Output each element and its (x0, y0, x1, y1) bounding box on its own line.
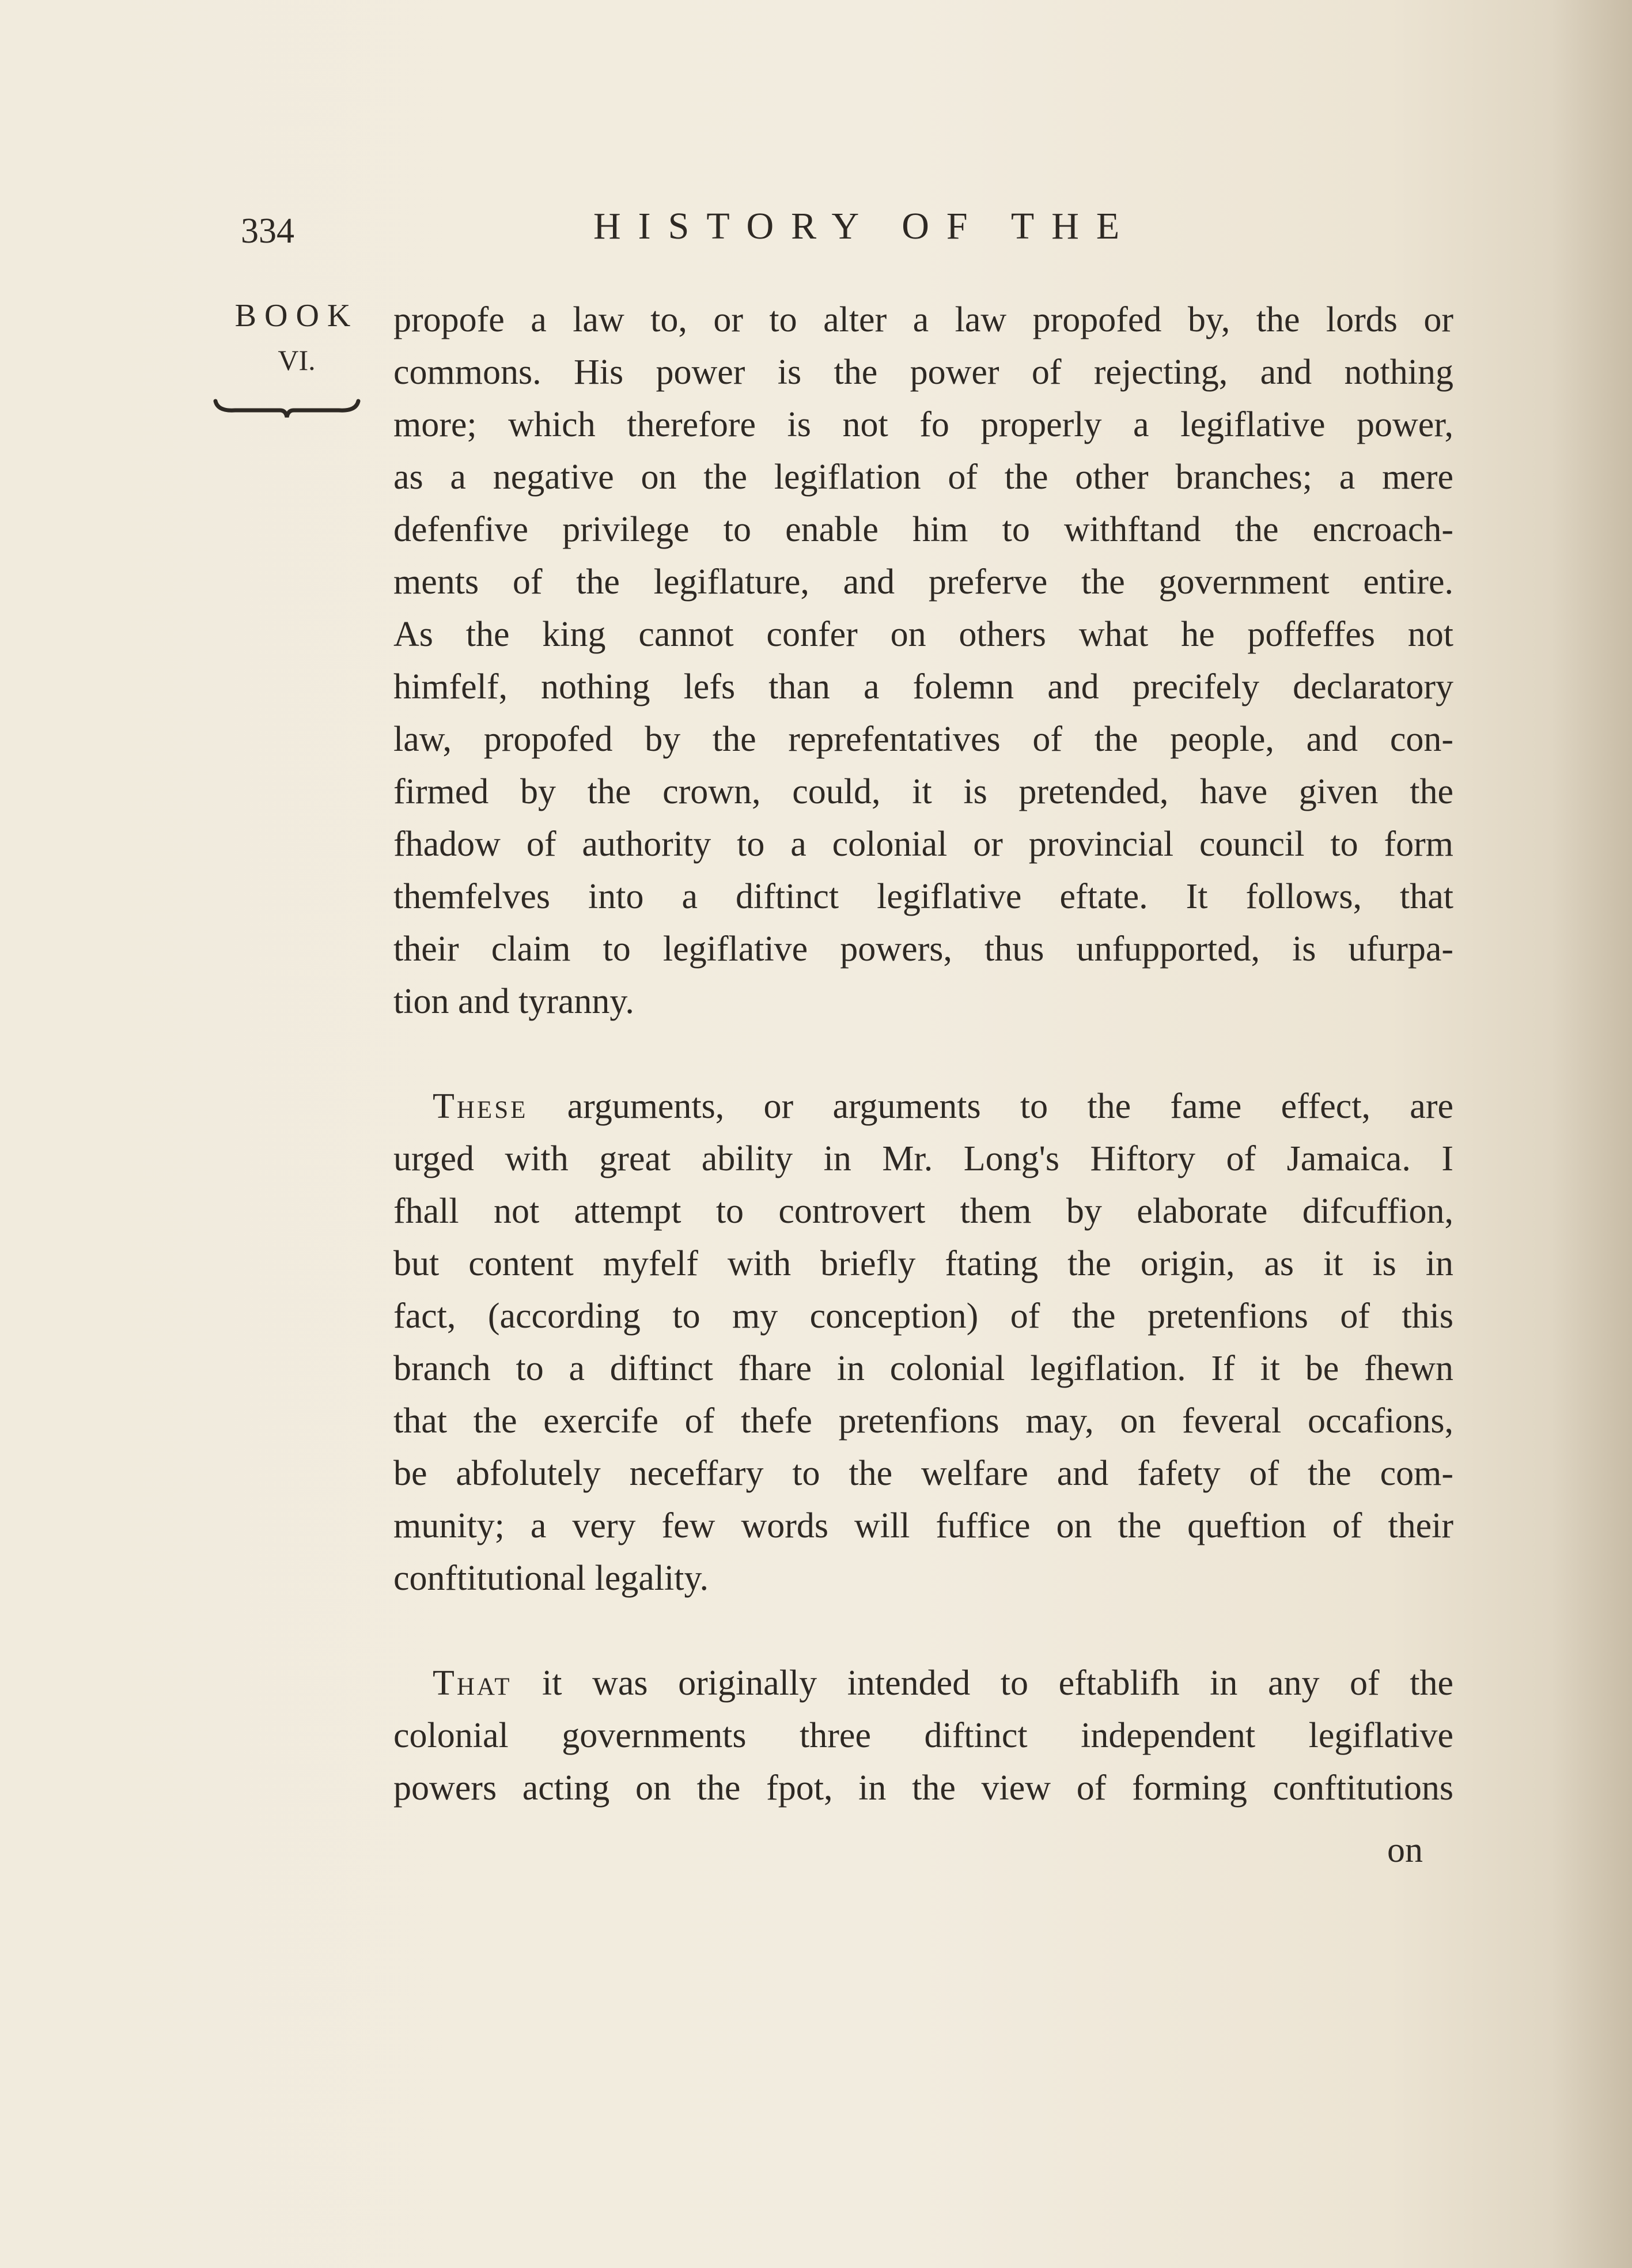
text-line: fhall not attempt to controvert them by elaborate difcuffion, (393, 1192, 1453, 1231)
text-line: munity; a very few words will fuffice on the queftion of their (393, 1506, 1453, 1545)
catchword: on (1387, 1831, 1423, 1870)
paragraph-gap (393, 1605, 1453, 1657)
gutter-shadow (1551, 0, 1632, 2268)
text-line: themfelves into a diftinct legiflative eftate. It follows, that (393, 877, 1453, 916)
margin-volume-label: VI. (278, 344, 316, 376)
text-line: propofe a law to, or to alter a law propofed by, the lords or (393, 300, 1453, 339)
margin-note (222, 300, 372, 375)
paragraph-gap (393, 1028, 1453, 1080)
paragraph-lead-word: These (433, 1087, 528, 1126)
text-line: colonial governments three diftinct independent legiflative (393, 1716, 1453, 1755)
text-line: fact, (according to my conception) of the pretenfions of this (393, 1296, 1453, 1336)
text-line: conftitutional legality. (393, 1559, 709, 1598)
text-line: ments of the legiflature, and preferve the government entire. (393, 562, 1453, 602)
text-line: branch to a diftinct fhare in colonial legiflation. If it be fhewn (393, 1349, 1453, 1388)
margin-book-label: BOOK (234, 298, 359, 334)
text-line: urged with great ability in Mr. Long's Hiftory of Jamaica. I (393, 1139, 1453, 1178)
margin-brace-ornament (212, 398, 362, 421)
text-line: be abfolutely neceffary to the welfare and fafety of the com- (393, 1454, 1453, 1493)
text-line-rest: arguments, or arguments to the fame effect, are (528, 1087, 1453, 1126)
text-line: As the king cannot confer on others what he poffeffes not (393, 615, 1453, 654)
text-line: fhadow of authority to a colonial or provincial council to form (393, 825, 1453, 864)
text-line: defenfive privilege to enable him to withftand the encroach- (393, 510, 1453, 549)
paragraph-lead-word: That (433, 1664, 512, 1703)
text-line: but content myfelf with briefly ftating the origin, as it is in (393, 1244, 1453, 1283)
text-line-rest: it was originally intended to eftablifh in any of the (512, 1664, 1453, 1703)
text-line: himfelf, nothing lefs than a folemn and precifely declaratory (393, 667, 1453, 706)
text-line: their claim to legiflative powers, thus unfupported, is ufurpa- (393, 929, 1453, 969)
body-text (393, 294, 1453, 1815)
text-line: commons. His power is the power of rejecting, and nothing (393, 353, 1453, 392)
text-line: powers acting on the fpot, in the view of forming conftitutions (393, 1768, 1453, 1808)
page-number: 334 (241, 211, 294, 251)
text-line: law, propofed by the reprefentatives of the people, and con- (393, 720, 1453, 759)
text-line: as a negative on the legiflation of the other branches; a mere (393, 458, 1453, 497)
text-line (393, 1080, 1453, 1133)
text-line: firmed by the crown, could, it is pretended, have given the (393, 772, 1453, 811)
text-line: more; which therefore is not fo properly a legiflative power, (393, 405, 1453, 444)
text-line: tion and tyranny. (393, 982, 634, 1021)
running-head: HISTORY OF THE (593, 205, 1137, 247)
text-line (393, 1657, 1453, 1710)
text-line: that the exercife of thefe pretenfions may, on feveral occafions, (393, 1401, 1453, 1441)
